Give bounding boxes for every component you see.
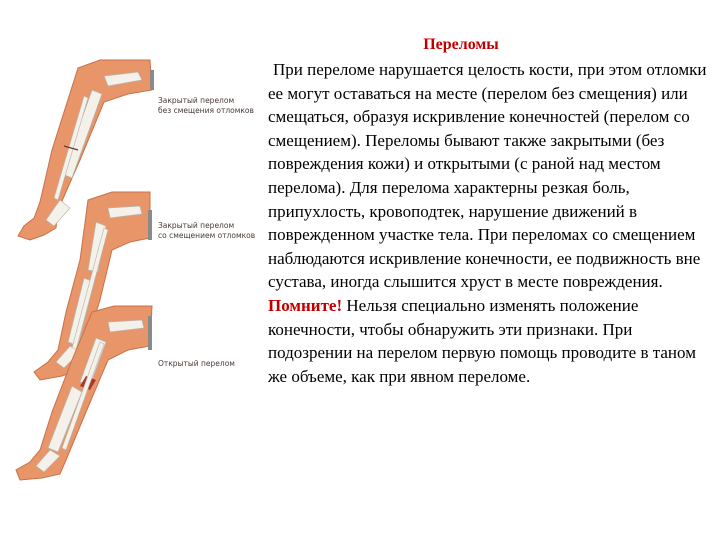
fracture-types-drawing	[0, 50, 262, 495]
illustration-background	[0, 50, 262, 495]
paragraph-text: При переломе нарушается целость кости, при этом отломки ее могут оставаться на месте (перелом без смещения) или смещаться, образуя искривление конечностей (перелом со смещением). Переломы бывают также закрытыми (без повреждения кожи) и открытыми (с раной над местом перелома). Для перелома характерны резкая боль, припухлость, кровоподтек, нарушение движений в поврежденном участке тела. При переломах со смещением наблюдаются искривление конечности, ее подвижность вне сустава, иногда слышится хруст в месте повреждения.	[268, 60, 707, 292]
caption-3-line-1: Открытый перелом	[158, 359, 235, 368]
warning-paragraph	[268, 294, 708, 388]
caption-2-line-1: Закрытый перелом	[158, 221, 235, 230]
slide-body	[268, 58, 708, 388]
body-paragraph	[268, 58, 708, 294]
divider-mark	[148, 210, 152, 240]
fracture-illustration	[0, 50, 262, 495]
caption-1-line-1: Закрытый перелом	[158, 96, 235, 105]
warning-text: Нельзя специально изменять положение конечности, чтобы обнаружить эти признаки. При подозрении на перелом первую помощь проводите в таном же объеме, как при явном переломе.	[268, 295, 696, 386]
slide-title: Переломы	[423, 36, 499, 53]
divider-mark	[148, 316, 152, 350]
warning-label: Помните!	[268, 295, 343, 315]
caption-2-line-2: со смещением отломков	[158, 231, 256, 240]
caption-1-line-2: без смещения отломков	[158, 106, 254, 115]
divider-mark	[150, 70, 154, 90]
